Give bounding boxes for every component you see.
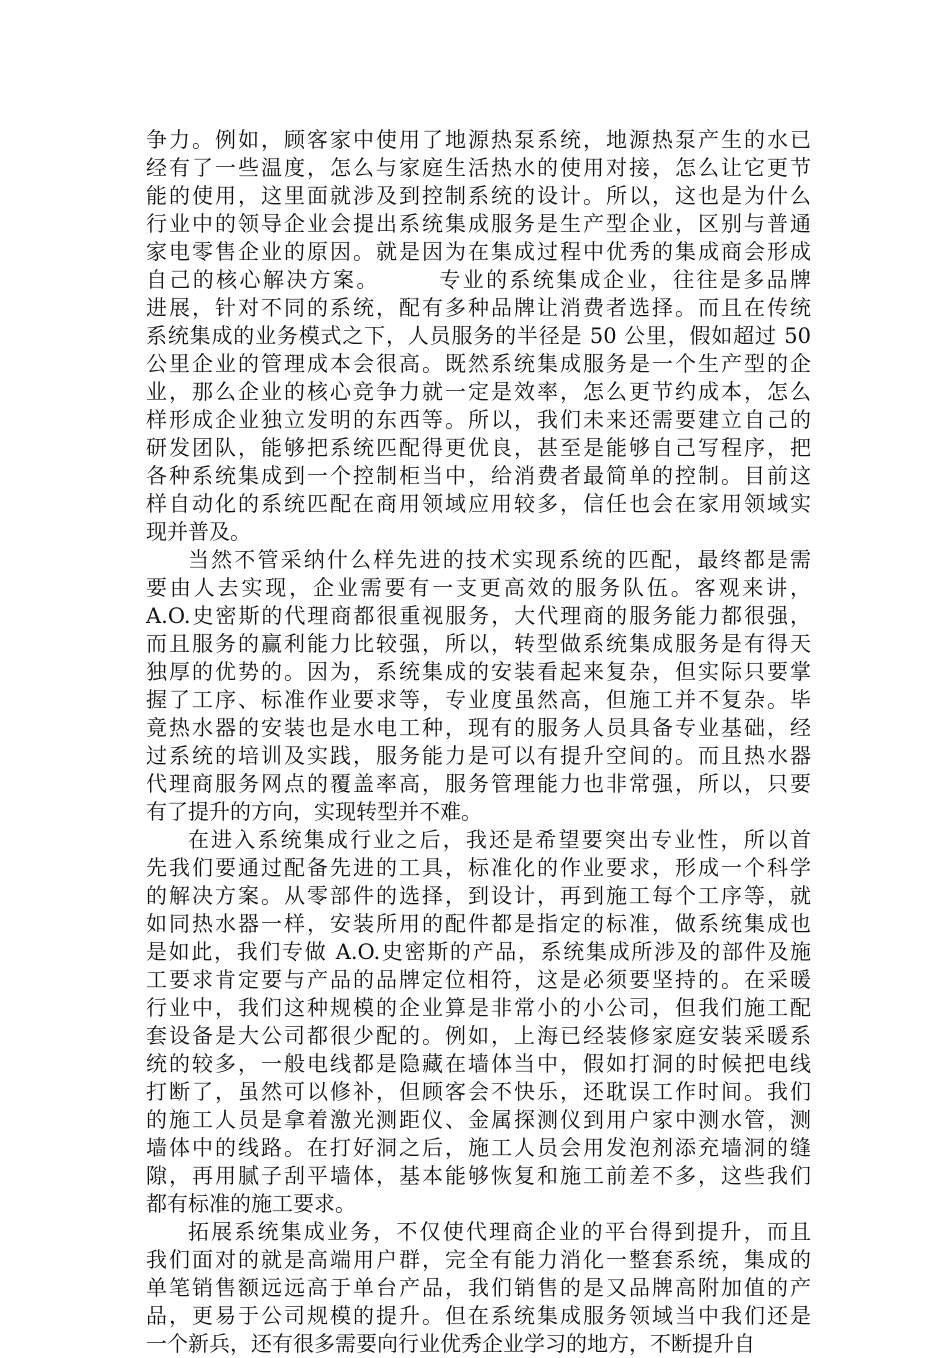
text-line: A.O.史密斯的代理商都很重视服务，大代理商的服务能力都很强，	[146, 604, 811, 628]
text-line: 样自动化的系统匹配在商用领域应用较多，信任也会在家用领域实	[146, 492, 811, 516]
text-line: 一个新兵，还有很多需要向行业优秀企业学习的地方，不断提升自	[146, 1332, 755, 1356]
text-line: 如同热水器一样，安装所用的配件都是指定的标准，做系统集成也	[146, 912, 811, 936]
text-line: 要由人去实现，企业需要有一支更高效的服务队伍。客观来讲，	[146, 576, 811, 600]
text-line: 套设备是大公司都很少配的。例如，上海已经装修家庭安装采暖系	[146, 1024, 811, 1048]
paragraph	[146, 1218, 811, 1358]
text-line: 公里企业的管理成本会很高。既然系统集成服务是一个生产型的企	[146, 352, 811, 376]
paragraph	[146, 826, 811, 1218]
text-line: 自己的核心解决方案。 专业的系统集成企业，往往是多品牌	[146, 268, 811, 292]
text-line: 争力。例如，顾客家中使用了地源热泵系统，地源热泵产生的水已	[146, 128, 811, 152]
text-line: 拓展系统集成业务，不仅使代理商企业的平台得到提升，而且	[188, 1220, 811, 1244]
text-line: 隙，再用腻子刮平墙体，基本能够恢复和施工前差不多，这些我们	[146, 1164, 811, 1188]
text-line: 行业中的领导企业会提出系统集成服务是生产型企业，区别与普通	[146, 212, 811, 236]
text-line: 的解决方案。从零部件的选择，到设计，再到施工每个工序等，就	[146, 884, 811, 908]
text-line: 品，更易于公司规模的提升。但在系统集成服务领域当中我们还是	[146, 1304, 811, 1328]
text-line: 各种系统集成到一个控制柜当中，给消费者最简单的控制。目前这	[146, 464, 811, 488]
text-line: 系统集成的业务模式之下，人员服务的半径是 50 公里，假如超过 50	[146, 324, 811, 348]
paragraph	[146, 126, 811, 546]
text-line: 先我们要通过配备先进的工具，标准化的作业要求，形成一个科学	[146, 856, 811, 880]
text-line: 都有标准的施工要求。	[146, 1192, 356, 1216]
text-line: 进展，针对不同的系统，配有多种品牌让消费者选择。而且在传统	[146, 296, 811, 320]
body-text	[146, 126, 811, 1358]
text-line: 样形成企业独立发明的东西等。所以，我们未来还需要建立自己的	[146, 408, 811, 432]
text-line: 工要求肯定要与产品的品牌定位相符，这是必须要坚持的。在采暖	[146, 968, 811, 992]
text-line: 有了提升的方向，实现转型并不难。	[146, 800, 482, 824]
text-line: 墙体中的线路。在打好洞之后，施工人员会用发泡剂添充墙洞的缝	[146, 1136, 811, 1160]
text-line: 业，那么企业的核心竞争力就一定是效率，怎么更节约成本，怎么	[146, 380, 811, 404]
text-line: 代理商服务网点的覆盖率高，服务管理能力也非常强，所以，只要	[146, 772, 811, 796]
text-line: 竟热水器的安装也是水电工种，现有的服务人员具备专业基础，经	[146, 716, 811, 740]
text-line: 而且服务的赢利能力比较强，所以，转型做系统集成服务是有得天	[146, 632, 811, 656]
text-line: 经有了一些温度，怎么与家庭生活热水的使用对接，怎么让它更节	[146, 156, 811, 180]
text-line: 是如此，我们专做 A.O.史密斯的产品，系统集成所涉及的部件及施	[146, 940, 811, 964]
text-line: 研发团队，能够把系统匹配得更优良，甚至是能够自己写程序，把	[146, 436, 811, 460]
text-line: 当然不管采纳什么样先进的技术实现系统的匹配，最终都是需	[188, 548, 811, 572]
text-line: 统的较多，一般电线都是隐藏在墙体当中，假如打洞的时候把电线	[146, 1052, 811, 1076]
text-line: 我们面对的就是高端用户群，完全有能力消化一整套系统，集成的	[146, 1248, 811, 1272]
text-line: 家电零售企业的原因。就是因为在集成过程中优秀的集成商会形成	[146, 240, 811, 264]
text-line: 能的使用，这里面就涉及到控制系统的设计。所以，这也是为什么	[146, 184, 811, 208]
text-line: 在进入系统集成行业之后，我还是希望要突出专业性，所以首	[188, 828, 811, 852]
text-line: 的施工人员是拿着激光测距仪、金属探测仪到用户家中测水管，测	[146, 1108, 811, 1132]
text-line: 行业中，我们这种规模的企业算是非常小的小公司，但我们施工配	[146, 996, 811, 1020]
text-line: 过系统的培训及实践，服务能力是可以有提升空间的。而且热水器	[146, 744, 811, 768]
text-line: 现并普及。	[146, 520, 251, 544]
text-line: 握了工序、标准作业要求等，专业度虽然高，但施工并不复杂。毕	[146, 688, 811, 712]
text-line: 单笔销售额远远高于单台产品，我们销售的是又品牌高附加值的产	[146, 1276, 811, 1300]
text-line: 打断了，虽然可以修补，但顾客会不快乐，还耽误工作时间。我们	[146, 1080, 811, 1104]
text-line: 独厚的优势的。因为，系统集成的安装看起来复杂，但实际只要掌	[146, 660, 811, 684]
paragraph	[146, 546, 811, 826]
